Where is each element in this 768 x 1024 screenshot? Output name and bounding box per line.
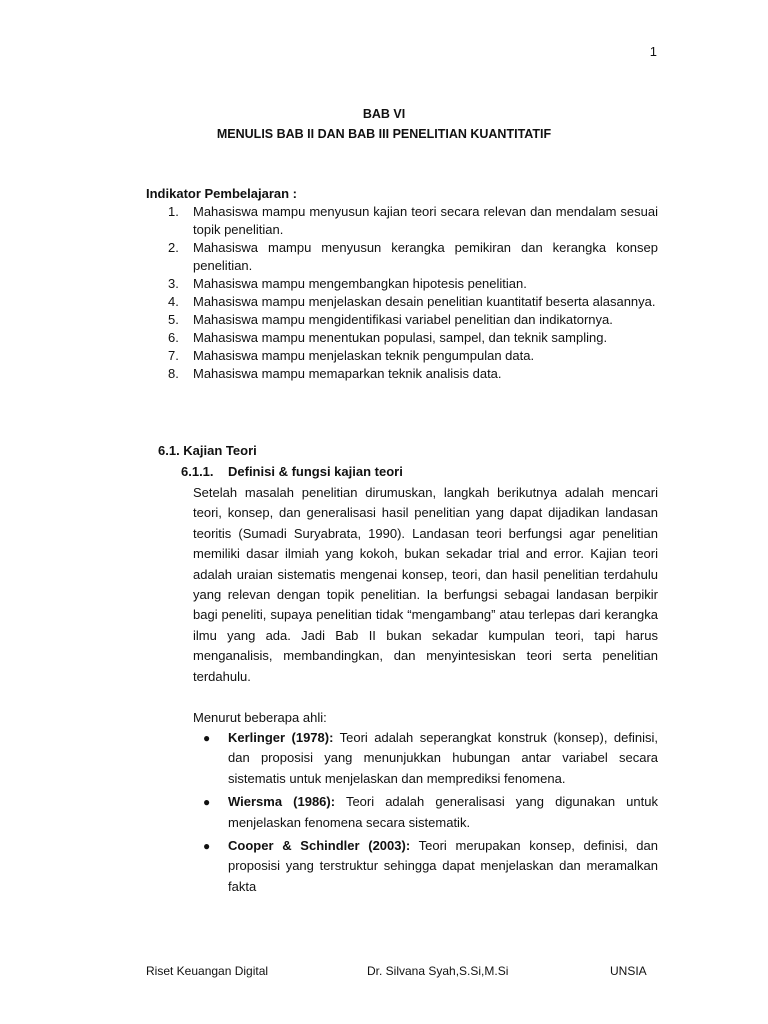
expert-name: Kerlinger (1978): (228, 730, 334, 745)
list-item (146, 203, 658, 239)
item-number: 4. (168, 294, 179, 309)
list-item (193, 792, 658, 833)
learning-indicators (146, 184, 658, 383)
item-text: Mahasiswa mampu menjelaskan desain penelitian kuantitatif beserta alasannya. (193, 294, 656, 309)
expert-name: Cooper & Schindler (2003): (228, 838, 411, 854)
chapter-title: MENULIS BAB II DAN BAB III PENELITIAN KUANTITATIF (216, 127, 552, 141)
item-number: 6. (168, 330, 179, 345)
body-paragraph: Setelah masalah penelitian dirumuskan, langkah berikutnya adalah mencari teori, konsep, dan generalisasi hasil penelitian yang dapat dijadikan landasan teoritis (Sumadi Suryabrata, 1990). Landasan teori berfungsi agar penelitian memiliki dasar ilmiah yang kokoh, bukan sekadar trial and error. Kajian teori adalah uraian sistematis mengenai konsep, teori, dan hasil penelitian terdahulu yang relevan dengan topik penelitian. Ia berfungsi sebagai landasan berpikir bagi peneliti, supaya penelitian tidak “mengambang” atau terlepas dari kerangka ilmu yang ada. Jadi Bab II bukan sekadar kumpulan teori, tapi harus menganalisis, membandingkan, dan menyintesiskan teori serta penelitian terdahulu. (193, 485, 658, 684)
bullet-icon: ● (203, 731, 211, 745)
page-number: 1 (649, 44, 657, 59)
section-heading: 6.1. Kajian Teori (158, 443, 257, 458)
item-number: 3. (168, 276, 179, 291)
item-text: Mahasiswa mampu menyusun kerangka pemikiran dan kerangka konsep penelitian. (193, 240, 658, 273)
subsection-title: Definisi & fungsi kajian teori (228, 464, 403, 479)
item-number: 1. (168, 204, 179, 219)
experts-list (193, 728, 658, 900)
item-text: Mahasiswa mampu menjelaskan teknik pengumpulan data. (193, 348, 535, 363)
list-item (146, 365, 658, 383)
footer-institution: UNSIA (610, 964, 647, 978)
list-item (146, 293, 658, 311)
indicators-list (146, 203, 658, 383)
expert-text: Teori adalah generalisasi yang digunakan untuk menjelaskan fenomena secara sistematik. (228, 794, 658, 830)
chapter-heading (0, 104, 768, 144)
subsection-heading (181, 462, 403, 482)
list-item (146, 275, 658, 293)
item-text: Mahasiswa mampu mengembangkan hipotesis penelitian. (193, 276, 527, 291)
expert-text: Teori merupakan konsep, definisi, dan proposisi yang terstruktur sehingga dapat menjelaskan dan meramalkan fakta (228, 838, 658, 894)
indicators-title: Indikator Pembelajaran : (146, 186, 297, 201)
item-text: Mahasiswa mampu memaparkan teknik analisis data. (193, 366, 502, 381)
list-item (146, 311, 658, 329)
item-number: 8. (168, 366, 179, 381)
item-text: Mahasiswa mampu menentukan populasi, sampel, dan teknik sampling. (193, 330, 608, 345)
footer-author: Dr. Silvana Syah,S.Si,M.Si (367, 964, 509, 978)
item-number: 7. (168, 348, 179, 363)
item-text: Mahasiswa mampu mengidentifikasi variabel penelitian dan indikatornya. (193, 312, 613, 327)
list-item (146, 329, 658, 347)
footer-course: Riset Keuangan Digital (146, 964, 269, 978)
chapter-label: BAB VI (362, 107, 406, 121)
expert-name: Wiersma (1986): (228, 794, 336, 810)
item-number: 5. (168, 312, 179, 327)
list-item (146, 347, 658, 365)
list-item (193, 836, 658, 897)
list-item (146, 239, 658, 275)
item-text: Mahasiswa mampu menyusun kajian teori secara relevan dan mendalam sesuai topik penelitian. (193, 204, 658, 237)
item-number: 2. (168, 240, 179, 255)
subsection-number: 6.1.1. (181, 464, 214, 479)
bullet-icon: ● (203, 795, 211, 810)
bullet-icon: ● (203, 839, 211, 854)
experts-intro: Menurut beberapa ahli: (193, 710, 327, 725)
list-item (193, 728, 658, 789)
expert-text: Teori adalah seperangkat konstruk (konsep), definisi, dan proposisi yang menunjukkan hubungan antar variabel secara sistematis untuk menjelaskan dan memprediksi fenomena. (228, 730, 658, 786)
